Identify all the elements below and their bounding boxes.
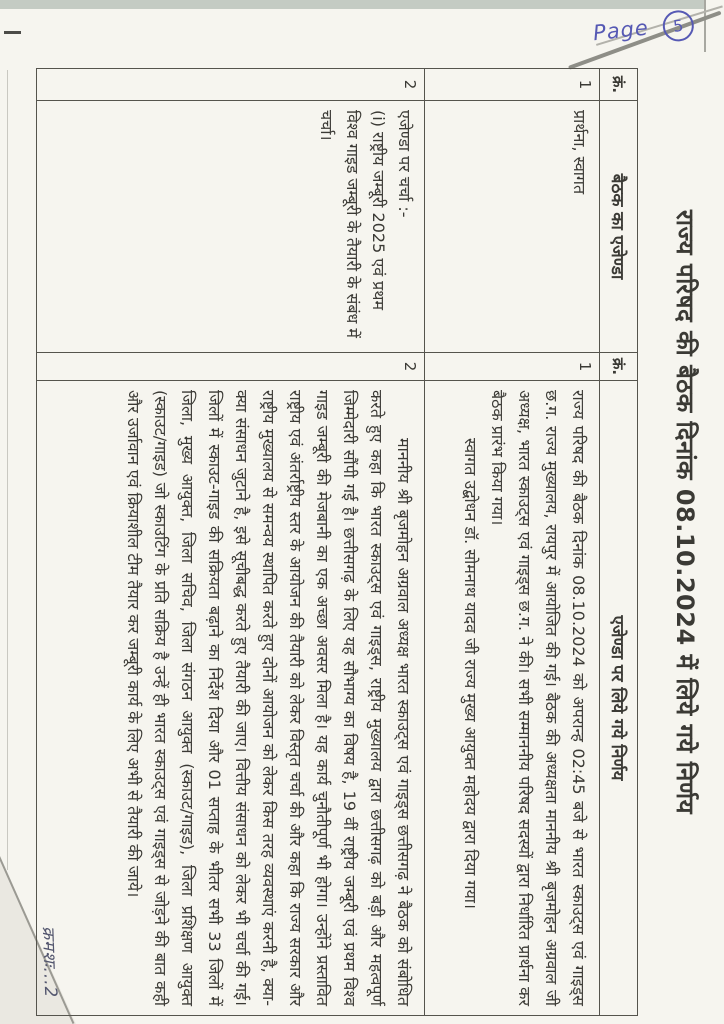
row1-agenda-cell: प्रार्थना, स्वागत (425, 101, 600, 353)
header-serial-decision: क्रं. (600, 353, 638, 381)
decision-paragraph: राज्य परिषद की बैठक दिनांक 08.10.2024 को अपरान्ह 02:45 बजे से भारत स्काउट्स एवं गाइड्स छ.ग. राज्य मुख्यालय, रायपुर में आयोजित की गई। बैठक की अध्यक्षता माननीय श्री बृजमोहन अग्रवाल जी अध्यक्ष, भारत स्काउट्स एवं गाइड्स छ.ग. ने की। सभी सम्माननीय परिषद सदस्यों द्वारा निर्धारित प्रार्थना कर बैठक प्रारंभ किया गया। (488, 390, 588, 1006)
row2-decision-serial: 2 (37, 353, 425, 381)
row2-decision-cell (37, 381, 425, 1016)
page-number-label: Page (591, 15, 650, 46)
header-decisions: एजेण्डा पर लिये गये निर्णय (600, 381, 638, 1016)
header-serial-agenda: क्रं. (600, 69, 638, 101)
agenda-heading: एजेण्डा पर चर्चा :- (395, 110, 414, 218)
decision-paragraph: स्वागत उद्बोधन डॉ. सोमनाथ यादव जी राज्य मुख्य आयुक्त महोदय द्वारा दिया गया। (461, 438, 480, 909)
table-row (425, 69, 600, 1016)
decision-paragraph: माननीय श्री बृजमोहन अग्रवाल अध्यक्ष भारत स्काउट्स एवं गाइड्स छत्तीसगढ़ ने बैठक को संबोधित करते हुए कहा कि भारत स्काउट्स एवं गाइड्स, राष्ट्रीय मुख्यालय द्वारा छत्तीसगढ़ को बड़ी और महत्वपूर्ण जिम्मेदारी सौंपी गई है। छत्तीसगढ़ के लिए यह सौभाग्य का विषय है, 19 वीं राष्ट्रीय जम्बूरी एवं प्रथम विश्व गाइड जम्बूरी की मेजबानी का एक अच्छा अवसर मिला है। यह कार्य चुनौतीपूर्ण भी होगा। उन्होंने प्रस्तावित राष्ट्रीय एवं अंतर्राष्ट्रीय स्तर के आयोजन की तैयारी को लेकर विस्तृत चर्चा की और कहा कि राज्य सरकार और राष्ट्रीय मुख्यालय से समन्वय स्थापित करते हुए दोनों आयोजन को लेकर किस तरह व्यवस्थाएं करनी है, क्या-क्या संसाधन जुटाने है, इसे सूचीबद्ध करते हुए तैयारी की जाए। वित्तीय संसाधन को लेकर भी चर्चा की गई। जिलों में स्काउट-गाइड की सक्रियता बढ़ाने का निर्देश दिया और 01 सप्ताह के भीतर सभी 33 जिलों में जिला, मुख्य आयुक्त, जिला सचिव, जिला संगठन आयुक्त (स्काउट/गाइड), जिला प्रशिक्षण आयुक्त (स्काउट/गाइड) जो स्काउटिंग के प्रति सक्रिय है उन्हें ही भारत स्काउट्स एवं गाइड्स से जोड़ने की बात कही और उर्जावान एवं क्रियाशील टीम तैयार कर जम्बूरी कार्य के लिए अभी से तैयारी की जाये। (124, 390, 413, 1006)
table-row (37, 69, 425, 1016)
row1-decision-serial: 1 (425, 353, 600, 381)
page-number-circle: 5 (662, 9, 696, 43)
minutes-table (36, 68, 638, 1016)
document-title: राज्य परिषद की बैठक दिनांक 08.10.2024 में लिये गये निर्णय (671, 209, 699, 815)
agenda-item: (i) राष्ट्रीय जम्बूरी 2025 एवं प्रथम विश्व गाइड जम्बूरी के तैयारी के संबंध में चर्चा। (317, 110, 388, 338)
continued-annotation: क्रमशः...2 (37, 925, 61, 999)
table-header-row (600, 69, 638, 1016)
row1-serial: 1 (425, 69, 600, 101)
row1-decision-cell (425, 381, 600, 1016)
header-agenda: बैठक का एजेण्डा (600, 101, 638, 353)
row2-serial: 2 (37, 69, 425, 101)
row2-agenda-cell (37, 101, 425, 353)
